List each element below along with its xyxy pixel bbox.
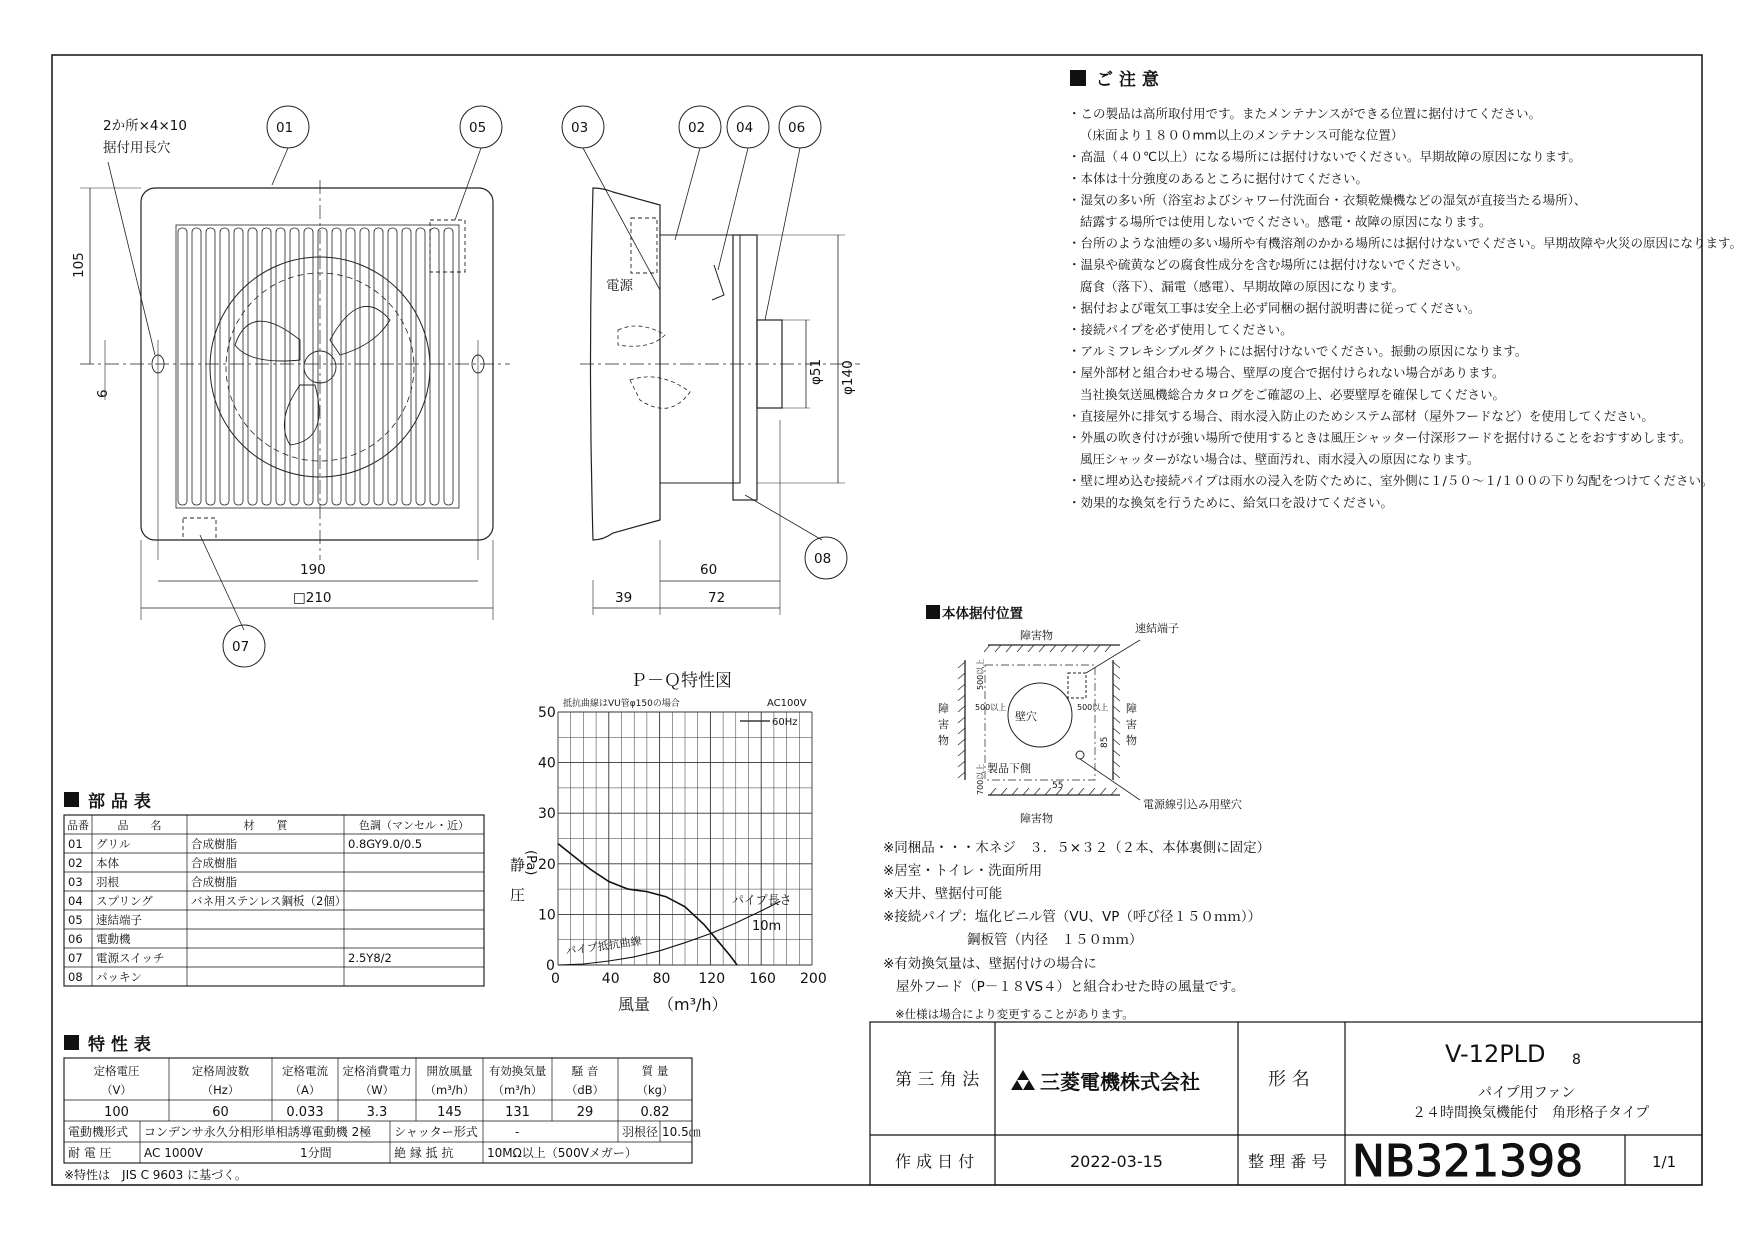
callouts	[223, 106, 847, 667]
callout-08: 08	[814, 551, 832, 567]
parts-cell: 04	[68, 894, 83, 908]
specs-value: 0.82	[640, 1105, 670, 1120]
x-tick-label: 40	[601, 971, 620, 987]
hatch-mark	[1113, 662, 1120, 668]
chart-legend-label: 60Hz	[772, 717, 798, 728]
mount-obstacle-right-2: 害	[1126, 718, 1137, 731]
y-tick-label: 50	[538, 705, 556, 721]
mount-obstacle-right-3: 物	[1126, 734, 1137, 747]
mount-wall-hole: 壁穴	[1015, 710, 1037, 723]
note-line: ・湿気の多い所（浴室およびシャワー付洗面台・衣類乾燥機などの湿気が直接当たる場所）、	[1068, 192, 1587, 208]
mount-obstacle-left-3: 物	[938, 734, 949, 747]
note-line: 結露する場所では使用しないでください。感電・故障の原因になります。	[1080, 214, 1492, 229]
hatch-mark	[1017, 645, 1023, 652]
note-line: ・接続パイプを必ず使用してください。	[1068, 322, 1293, 337]
mount-obstacle-right: 障	[1126, 702, 1137, 715]
specs-unit: （kg）	[636, 1083, 674, 1097]
grille-bar	[178, 228, 187, 505]
parts-table	[64, 791, 484, 986]
dim-39: 39	[615, 590, 633, 606]
grille-bar	[332, 228, 341, 505]
parts-header: 品番	[67, 819, 89, 832]
mount-dim-85: 85	[1100, 736, 1110, 748]
hatch-mark	[1034, 788, 1040, 795]
hatch-mark	[1067, 788, 1073, 795]
tb-date-label: 作 成 日 付	[895, 1152, 975, 1171]
grille-bar	[248, 228, 257, 505]
chart-annotation-pipe-length: パイプ長さ	[732, 893, 792, 907]
parts-cell: 02	[68, 856, 83, 870]
hatch-mark	[1094, 645, 1100, 652]
company-logo	[1011, 1070, 1035, 1090]
hatch-mark	[1113, 772, 1120, 778]
tb-model: V-12PLD	[1445, 1040, 1546, 1068]
specs-header: 定格電圧	[93, 1064, 140, 1078]
hatch-mark	[958, 761, 965, 767]
hatch-mark	[1105, 645, 1111, 652]
parts-cell: 速結端子	[96, 913, 142, 927]
hatch-mark	[1050, 645, 1056, 652]
parts-cell: 03	[68, 875, 83, 889]
dim-190: 190	[300, 562, 326, 578]
motor-label: 電動機形式	[68, 1125, 129, 1139]
note-line: ・温泉や硫黄などの腐食性成分を含む場所には据付けないでください。	[1068, 257, 1469, 273]
hatch-mark	[1001, 788, 1007, 795]
notes-title-mark	[1070, 70, 1086, 86]
specs-header: 騒 音	[571, 1064, 599, 1078]
tb-company: 三菱電機株式会社	[1040, 1070, 1200, 1094]
withstand-label: 耐 電 圧	[68, 1146, 112, 1160]
hatch-mark	[958, 739, 965, 745]
hatch-mark	[1113, 695, 1120, 701]
parts-cell: 合成樹脂	[191, 875, 237, 889]
tb-desc2: ２４時間換気機能付 角形格子タイプ	[1412, 1105, 1650, 1121]
tb-model-suffix: 8	[1572, 1052, 1581, 1068]
extra-notes	[883, 839, 1270, 1021]
note-line: 腐食（落下）、漏電（感電）、早期故障の原因になります。	[1080, 278, 1405, 294]
hatch-mark	[1113, 717, 1120, 723]
dim-72: 72	[708, 590, 726, 606]
extra-note: ※天井、壁据付可能	[883, 886, 1003, 902]
mount-obstacle-left: 障	[938, 702, 949, 715]
insulation-value: 10MΩ以上（500Vメガー）	[487, 1146, 637, 1160]
tb-date: 2022-03-15	[1070, 1152, 1163, 1171]
mount-obstacle-bottom: 障害物	[1020, 812, 1053, 825]
grille-bar	[444, 228, 453, 505]
note-line: ・高温（４０℃以上）になる場所には据付けないでください。早期故障の原因になります。	[1068, 149, 1582, 165]
hatch-mark	[958, 706, 965, 712]
notes-title: ご 注 意	[1096, 70, 1159, 90]
callout-03: 03	[571, 120, 589, 136]
extra-note: ※居室・トイレ・洗面所用	[883, 863, 1043, 879]
grille-bars	[178, 228, 453, 505]
parts-cell: 電動機	[96, 932, 131, 946]
parts-cell: グリル	[96, 837, 131, 851]
specs-value: 60	[212, 1105, 229, 1120]
grille-bar	[360, 228, 369, 505]
hatch-mark	[1113, 728, 1120, 734]
dim-6: 6	[95, 389, 111, 398]
withstand-value: AC 1000V	[144, 1146, 203, 1160]
shutter-label: シャッター形式	[394, 1125, 478, 1139]
chart-ylabel: 静	[510, 856, 526, 874]
mount-dim-700: 700以上	[976, 763, 985, 795]
grille-bar	[304, 228, 313, 505]
parts-title-mark	[64, 792, 79, 807]
shutter-value: -	[515, 1125, 520, 1139]
motor-value: コンデンサ永久分相形単相誘導電動機 2極	[144, 1125, 372, 1139]
parts-cell: 合成樹脂	[191, 837, 237, 851]
x-tick-label: 160	[749, 971, 776, 987]
hatch-mark	[1039, 645, 1045, 652]
mount-product-bottom: 製品下側	[987, 762, 1031, 775]
parts-cell: 0.8GY9.0/0.5	[348, 837, 423, 851]
specs-value: 131	[505, 1105, 530, 1120]
hatch-mark	[1012, 788, 1018, 795]
note-line: 風圧シャッターがない場合は、壁面汚れ、雨水浸入の原因になります。	[1080, 451, 1480, 467]
note-line: ・この製品は高所取付用です。またメンテナンスができる位置に据付けてください。	[1068, 106, 1542, 121]
front-view	[80, 148, 510, 630]
dim-210: □210	[293, 590, 332, 606]
specs-header: 有効換気量	[488, 1064, 547, 1078]
mount-obstacle-top: 障害物	[1020, 629, 1053, 642]
parts-cell: 2.5Y8/2	[348, 951, 392, 965]
y-tick-label: 30	[538, 806, 556, 823]
tb-number-label: 整 理 番 号	[1248, 1152, 1328, 1171]
specs-footnote: ※特性は JIS C 9603 に基づく。	[64, 1168, 247, 1182]
chart-ylabel-2: 圧	[510, 886, 526, 904]
mount-dim-500b: 500以上	[975, 703, 1007, 712]
chart-ylabel-unit: (Pa)	[523, 850, 538, 876]
insulation-label: 絶 縁 抵 抗	[394, 1146, 454, 1160]
chart-note-voltage: AC100V	[767, 698, 807, 709]
note-line: ・アルミフレキシブルダクトには据付けないでください。振動の原因になります。	[1068, 343, 1528, 359]
extra-note: 鋼板管（内径 １５０ｍｍ）	[967, 932, 1143, 948]
y-tick-label: 10	[538, 907, 556, 924]
specs-unit: （m³/h）	[492, 1083, 543, 1097]
mount-dim-500c: 500以上	[1077, 703, 1109, 712]
hatch-mark	[1006, 645, 1012, 652]
specs-unit: （A）	[289, 1083, 321, 1097]
tb-projection: 第 三 角 法	[895, 1070, 980, 1090]
x-tick-label: 120	[698, 971, 726, 987]
tb-desc1: パイプ用ファン	[1478, 1085, 1576, 1101]
power-label: 電源	[606, 278, 633, 294]
grille-bar	[276, 228, 285, 505]
grille-bar	[388, 228, 397, 505]
hatch-mark	[958, 684, 965, 690]
y-tick-label: 0	[546, 958, 555, 974]
note-line: ・据付および電気工事は安全上必ず同梱の据付説明書に従ってください。	[1068, 300, 1481, 316]
extra-note: ※有効換気量は、壁据付けの場合に	[883, 956, 1097, 972]
specs-grid	[64, 1058, 701, 1182]
callout-06: 06	[788, 120, 806, 136]
hatch-mark	[995, 645, 1001, 652]
hatch-mark	[1089, 788, 1095, 795]
extra-note: ※仕様は場合により変更することがあります。	[895, 1007, 1134, 1021]
extra-note: ※接続パイプ：塩化ビニル管（VU、VP（呼び径１５０ｍｍ））	[883, 909, 1262, 925]
specs-unit: （dB）	[565, 1083, 605, 1097]
specs-table	[64, 1034, 701, 1182]
chart-annotation-10m: 10m	[752, 919, 782, 934]
grille-bar	[416, 228, 425, 505]
hatch-mark	[1111, 788, 1117, 795]
parts-cell: 06	[68, 932, 83, 946]
parts-cell: 05	[68, 913, 83, 927]
hatch-mark	[958, 662, 965, 668]
pipe-resistance-curve	[558, 901, 780, 965]
specs-value: 29	[576, 1105, 594, 1120]
grille-bar	[402, 228, 411, 505]
specs-unit: （m³/h）	[424, 1083, 475, 1097]
note-line: （床面より１８００mm以上のメンテナンス可能な位置）	[1080, 127, 1404, 143]
parts-title: 部 品 表	[88, 792, 151, 812]
chart-title: Ｐ－Ｑ特性図	[630, 671, 732, 691]
parts-cell: 08	[68, 970, 83, 984]
specs-title: 特 性 表	[88, 1035, 151, 1055]
note-line: ・本体は十分強度のあるところに据付けてください。	[1068, 170, 1369, 186]
specs-unit: （V）	[101, 1083, 132, 1097]
parts-header: 色調（マンセル・近）	[359, 819, 469, 832]
hatch-mark	[984, 645, 990, 652]
chart-note-resistance: 抵抗曲線はVU管φ150の場合	[563, 699, 680, 709]
grille-bar	[318, 228, 327, 505]
note-line: 当社換気送風機総合カタログをご確認の上、必要壁厚を確保してください。	[1080, 386, 1506, 402]
slot-note: 2か所×4×10	[103, 118, 187, 134]
note-line: ・直接屋外に排気する場合、雨水浸入防止のためシステム部材（屋外フードなど）を使用してください。	[1068, 408, 1654, 424]
slot-note-2: 据付用長穴	[103, 140, 171, 156]
note-line: ・外風の吹き付けが強い場所で使用するときは風圧シャッター付深形フードを据付けることをおすすめします。	[1068, 430, 1692, 445]
callout-05: 05	[469, 120, 487, 136]
mount-terminal: 速結端子	[1135, 622, 1179, 635]
hatch-mark	[1028, 645, 1034, 652]
specs-header: 質 量	[641, 1064, 669, 1078]
hatch-mark	[1113, 684, 1120, 690]
dim-105: 105	[71, 252, 87, 278]
title-block	[870, 1022, 1702, 1187]
hatch-mark	[1023, 788, 1029, 795]
withstand-time: 1分間	[300, 1146, 332, 1160]
note-line: ・壁に埋め込む接続パイプは雨水の浸入を防ぐために、室外側に１/５０～１/１００の下り勾配をつけてください。	[1068, 473, 1714, 489]
hatch-mark	[958, 728, 965, 734]
grille-bar	[290, 228, 299, 505]
notes-lines	[1068, 106, 1742, 510]
mount-power-hole: 電源線引込み用壁穴	[1143, 798, 1242, 811]
hatch-mark	[958, 695, 965, 701]
parts-cell: 合成樹脂	[191, 856, 237, 870]
parts-cell: 07	[68, 951, 83, 965]
x-tick-label: 0	[551, 971, 560, 987]
hatch-mark	[990, 788, 996, 795]
hatch-mark	[1083, 645, 1089, 652]
x-tick-label: 80	[652, 971, 671, 987]
specs-unit: （Hz）	[201, 1083, 240, 1097]
pq-chart	[510, 671, 827, 1014]
hatch-mark	[1113, 761, 1120, 767]
specs-value: 3.3	[366, 1105, 388, 1120]
y-tick-label: 40	[538, 755, 556, 772]
hatch-mark	[958, 717, 965, 723]
grille-bar	[234, 228, 243, 505]
specs-header: 定格周波数	[191, 1064, 250, 1078]
specs-header: 定格消費電力	[342, 1064, 412, 1078]
hatch-mark	[958, 772, 965, 778]
parts-cell: パッキン	[96, 970, 142, 984]
callout-04: 04	[736, 120, 754, 136]
hatch-mark	[1113, 750, 1120, 756]
x-tick-label: 200	[800, 971, 827, 987]
tb-number: NB321398	[1352, 1136, 1584, 1187]
parts-cell: バネ用ステンレス鋼板（2個）	[191, 894, 347, 908]
specs-header: 定格電流	[282, 1064, 328, 1078]
hatch-mark	[1061, 645, 1067, 652]
grille-bar	[374, 228, 383, 505]
blade-label: 羽根径	[622, 1125, 659, 1139]
hatch-mark	[1113, 673, 1120, 679]
parts-cell: 本体	[96, 856, 119, 870]
grille-bar	[192, 228, 201, 505]
hatch-mark	[958, 673, 965, 679]
parts-header: 材 質	[243, 819, 288, 832]
chart-annotation-resistance: パイプ抵抗曲線	[564, 934, 643, 958]
grille-bar	[430, 228, 439, 505]
parts-cell: 電源スイッチ	[96, 951, 165, 965]
note-line: ・効果的な換気を行うために、給気口を設けてください。	[1068, 494, 1394, 510]
blade-value: 10.5㎝	[662, 1125, 701, 1139]
hatch-mark	[1113, 706, 1120, 712]
mount-dim-55: 55	[1052, 781, 1064, 791]
dim-51: φ51	[808, 358, 824, 385]
hatch-mark	[1045, 788, 1051, 795]
parts-cell: 羽根	[96, 875, 119, 889]
specs-value: 145	[437, 1105, 462, 1120]
parts-cell: 01	[68, 837, 83, 851]
specs-value: 100	[104, 1105, 129, 1120]
notes-section	[1068, 69, 1742, 510]
parts-grid	[64, 815, 484, 986]
specs-title-mark	[64, 1035, 79, 1050]
mount-title: 本体据付位置	[942, 606, 1023, 622]
hatch-mark	[1100, 788, 1106, 795]
note-line: ・台所のような油煙の多い場所や有機溶剤のかかる場所には据付けないでください。早期故障や火災の原因になります。	[1068, 235, 1743, 251]
tb-type-label: 形 名	[1268, 1069, 1310, 1090]
dim-60: 60	[700, 562, 718, 578]
dim-140: φ140	[840, 360, 856, 395]
extra-note: ※同梱品・・・木ネジ ３．５×３２（２本、本体裏側に固定）	[883, 840, 1271, 856]
grille-bar	[346, 228, 355, 505]
specs-unit: （W）	[359, 1083, 395, 1097]
specs-header: 開放風量	[426, 1064, 473, 1078]
hatch-mark	[1078, 788, 1084, 795]
note-line: ・屋外部材と組合わせる場合、壁厚の度合で据付けられない場合があります。	[1068, 365, 1505, 381]
hatch-mark	[1072, 645, 1078, 652]
grille-bar	[220, 228, 229, 505]
specs-value: 0.033	[286, 1105, 324, 1120]
y-tick-label: 20	[538, 856, 556, 873]
mount-title-mark	[926, 605, 940, 619]
mount-obstacle-left-2: 害	[938, 718, 949, 731]
callout-02: 02	[688, 120, 706, 136]
tb-page: 1/1	[1652, 1153, 1677, 1171]
mount-dim-500a: 500以上	[976, 658, 985, 690]
callout-01: 01	[276, 120, 294, 136]
hatch-mark	[1113, 739, 1120, 745]
chart-xlabel: 風量 （m³/h）	[618, 995, 728, 1014]
extra-note: 屋外フード（P－１８VS４）と組合わせた時の風量です。	[896, 979, 1245, 995]
callout-07: 07	[232, 639, 250, 655]
parts-cell: スプリング	[96, 894, 153, 908]
mount-section	[926, 605, 1242, 825]
parts-header: 品 名	[117, 819, 162, 832]
hatch-mark	[958, 750, 965, 756]
